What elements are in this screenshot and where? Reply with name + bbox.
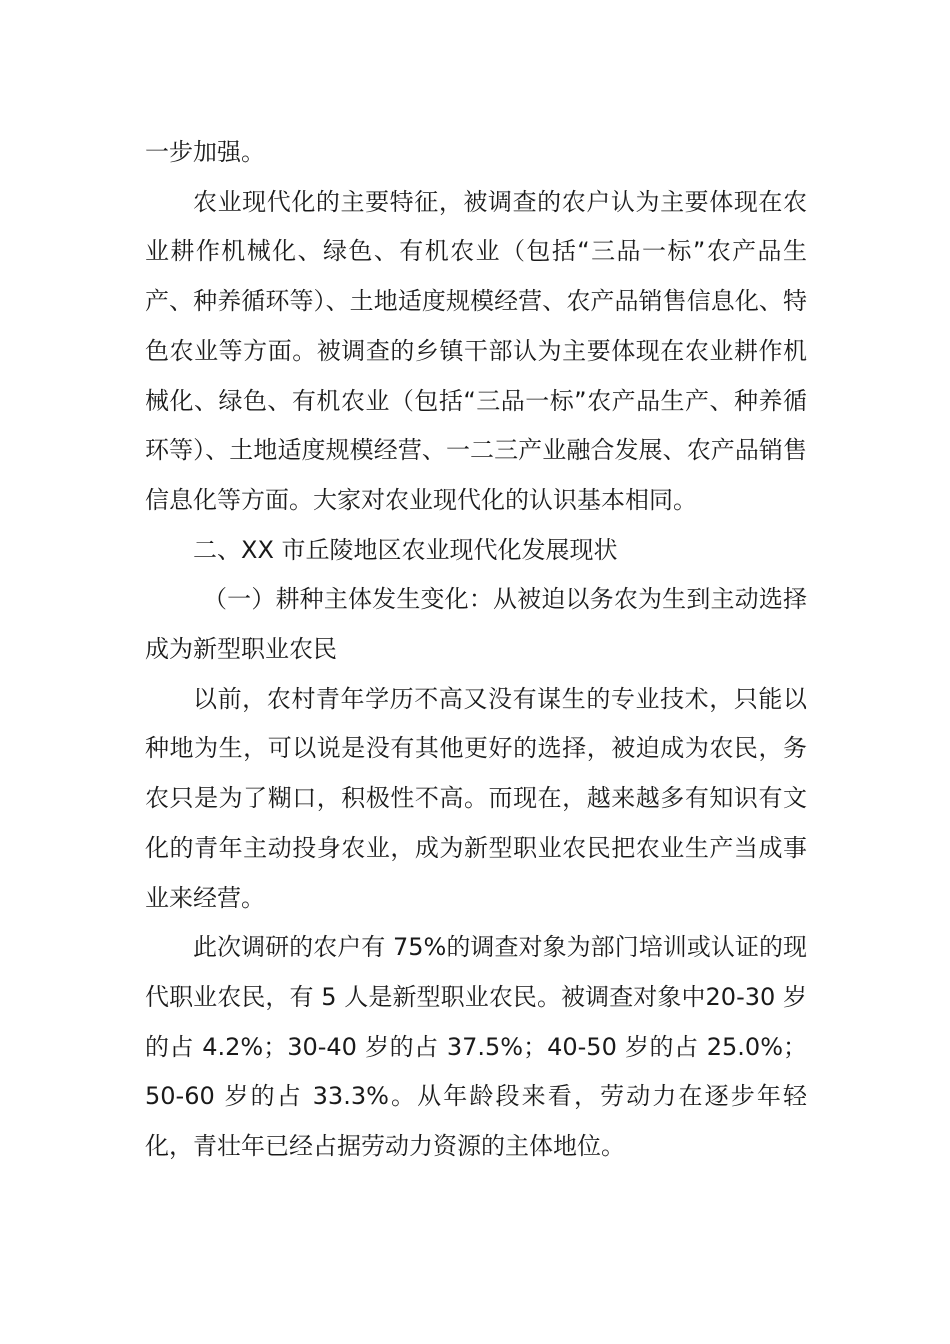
- document-body: [145, 128, 807, 1172]
- paragraph-survey-statistics: 此次调研的农户有 75%的调查对象为部门培训或认证的现代职业农民，有 5 人是新型职业农民。被调查对象中20-30 岁的占 4.2%；30-40 岁的占 37.5%；40-50 岁的占 25.0%；50-60 岁的占 33.3%。从年龄段来看，劳动力在逐步年轻化，青壮年已经占据劳动力资源的主体地位。: [145, 933, 807, 1161]
- paragraph-continuation: 一步加强。: [145, 138, 265, 166]
- paragraph-modernization-features: 农业现代化的主要特征，被调查的农户认为主要体现在农业耕作机械化、绿色、有机农业（包括“三品一标”农产品生产、种养循环等）、土地适度规模经营、农产品销售信息化、特色农业等方面。被调查的乡镇干部认为主要体现在农业耕作机械化、绿色、有机农业（包括“三品一标”农产品生产、种养循环等）、土地适度规模经营、一二三产业融合发展、农产品销售信息化等方面。大家对农业现代化的认识基本相同。: [145, 187, 807, 514]
- subsection-heading-1: （一）耕种主体发生变化：从被迫以务农为生到主动选择成为新型职业农民: [145, 585, 807, 664]
- section-heading-2: 二、XX 市丘陵地区农业现代化发展现状: [193, 535, 618, 564]
- paragraph-youth-farmers: 以前，农村青年学历不高又没有谋生的专业技术，只能以种地为生，可以说是没有其他更好的选择，被迫成为农民，务农只是为了糊口，积极性不高。而现在，越来越多有知识有文化的青年主动投身农业，成为新型职业农民把农业生产当成事业来经营。: [145, 684, 807, 912]
